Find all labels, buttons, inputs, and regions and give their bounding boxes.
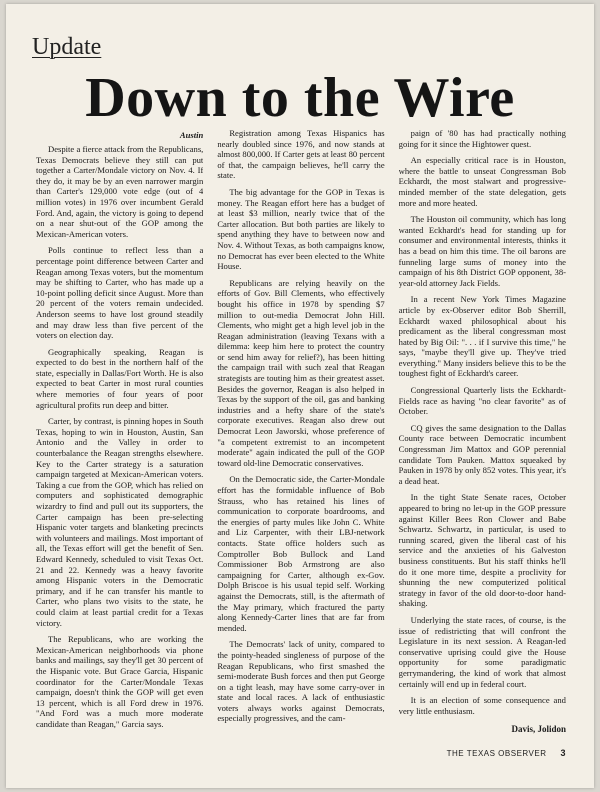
paragraph: An especially critical race is in Houston, where the battle to unseat Congressman Bob Eckhardt, the most stalwart and progressive-minded member of the state delegation, gets more and more heated.	[398, 155, 566, 208]
section-label: Update	[32, 34, 102, 60]
paragraph: The Democrats' lack of unity, compared to the pointy-headed singleness of purpose of the Reagan Republicans, who first smashed the semi-moderate Bush forces and then put George on a tight leash, may have some carry-over in state and local races. A lack of enthusiastic voters always works against Democrats, especially progressives, and the cam-	[217, 639, 385, 724]
paragraph: On the Democratic side, the Carter-Mondale effort has the formidable influence of Bob Strauss, who has retained his lines of communication to corporate boardrooms, and the energies of party mules like John C. White and Liz Carpenter, with their LBJ-network contacts. State office holders such as Comptroller Bob Bullock and Land Commissioner Bob Armstrong are also campaigning for Carter, although ex-Gov. Dolph Briscoe is his usual tepid self. Working against the Democrats, still, is the aftermath of the May primary, which fractured the party along Kennedy-Carter lines that are far from mended.	[217, 474, 385, 633]
paragraph: The big advantage for the GOP in Texas is money. The Reagan effort here has a budget of at least $3 million, nearly twice that of the Carter allocation. But both parties are likely to spend anything they have to between now and Nov. 4. Without Texas, as both campaigns know, no Democrat has ever been elected to the White House.	[217, 186, 385, 272]
column-3	[399, 128, 566, 740]
byline: Davis, Jolidon	[511, 724, 566, 735]
article-body	[36, 128, 566, 740]
column-2	[217, 128, 384, 740]
paragraph: Congressional Quarterly lists the Eckhardt-Fields race as having "no clear favorite" as of October.	[398, 385, 566, 417]
paragraph: Polls continue to reflect less than a percentage point difference between Carter and Reagan among Texas voters, but the momentum may be shifting to Carter, who has made up a 10-point polling deficit since August. More than 20 percent of the voters remain undecided. Anderson seems to have lost ground steadily and may draw less than five percent of the voters on election day.	[36, 245, 204, 341]
paragraph: In the tight State Senate races, October appeared to bring no let-up in the GOP pressure against Killer Bees Ron Clower and Babe Schwartz. Schwartz, in particular, is used to running scared, given the liberal cast of his service and the anxieties of his Galveston business constituents. But his staff thinks he'll do it one more time, despite a proclivity for shunning the new computerized political strategy in favor of the old door-to-door hand-shaking.	[398, 492, 566, 609]
paragraph: Despite a fierce attack from the Republicans, Texas Democrats believe they still can put together a Carter/Mondale victory on Nov. 4. If they do, it may be by an even narrower margin than Carter's 129,000 vote edge (out of 4 million votes) in 1976 over incumbent Gerald Ford. And, again, the victory is going to depend on a near shut-out of the GOP among the Mexican-American voters.	[36, 144, 204, 239]
page-footer	[6, 748, 566, 758]
headline: Down to the Wire	[85, 67, 515, 129]
publication-name: THE TEXAS OBSERVER	[446, 749, 547, 758]
paragraph: The Houston oil community, which has long wanted Eckhardt's head for standing up for consumer and environmental interests, thinks it has a bead on him this time. The oil barons are funneling large sums of money into the campaign of his 8th District GOP opponent, 38-year-old attorney Jack Fields.	[398, 214, 566, 288]
paragraph: Underlying the state races, of course, is the issue of redistricting that will confront the Legislature in its next session. A Reagan-led conservative uprising could give the House opportunity for some paradigmatic gerrymandering, the kind of work that almost certainly will end up in federal court.	[398, 614, 566, 689]
paragraph: Republicans are relying heavily on the efforts of Gov. Bill Clements, who effectively bought his office in 1978 by spending $7 million to out-media Democrat John Hill. Clements, who might get a high level job in the Reagan administration (leaving Texans with a dilemma: keep him here to protect the country or send him away for relief?), has been hitting the campaign trail with such zeal that Reagan strategists are touting him as their greatest asset. Besides the governor, Reagan is also helped in Texas by the support of the oil, gas and banking industries and a hefty share of the state's corporate executives. Reagan also drew out Democrat Leon Jaworski, whose preference of "a competent extremist to an incompetent moderate" again indicated the pull of the GOP toward old-line Democratic conservatives.	[217, 277, 385, 468]
paragraph: In a recent New York Times Magazine article by ex-Observer editor Bob Sherrill, Eckhardt waxed philosophical about his predicament as the liberal congressman most hated by Big Oil: ". . . if I survive this time," he says, "maybe they'll give up. They've tried everything." Many insiders believe this to be the toughest fight of Eckhardt's career.	[398, 294, 566, 379]
page-number: 3	[560, 748, 566, 758]
paragraph: The Republicans, who are working the Mexican-American neighborhoods via phone banks and mailings, say they'll get 30 percent of the Hispanic vote. But Grace Garcia, Hispanic coordinator for the Carter/Mondale Texas campaign, doesn't think the GOP will get even 13 percent, which is all Ford drew in 1976. "And Ford was a much more moderate candidate than Reagan," Garcia says.	[36, 634, 204, 729]
paragraph: Carter, by contrast, is pinning hopes in South Texas, hoping to win in Houston, Austin, San Antonio and the Valley in order to counterbalance the Reagan strengths elsewhere. Key to the Carter strategy is a saturation campaign targeted at Mexican-American voters. Taking a cue from the GOP, which has relied on computers and sophisticated demographic wizardry to find and pull out its supporters, the Carter campaign has been pre-selecting Hispanic voter targets and blanketing precincts with volunteers and mailings. Most important of all, the Texas effort will get the benefit of Sen. Edward Kennedy, scheduled to visit Texas Oct. 21 and 22. Kennedy was a heavy favorite among Hispanic voters in the Democratic primary, and if he can transfer his mantle to Carter, who plans two visits to the state, he could claim at least partial credit for a Texas victory.	[36, 416, 204, 628]
paragraph: CQ gives the same designation to the Dallas County race between Democratic incumbent Congressman Jim Mattox and GOP perennial candidate Tom Pauken. Mattox squeaked by Pauken in 1978 by only 852 votes. This year, it's a dead heat.	[398, 422, 566, 486]
paragraph: Registration among Texas Hispanics has nearly doubled since 1976, and now stands at almost 800,000. If Carter gets at least 80 percent of that, the campaign believes, he'll carry the state.	[217, 128, 385, 181]
magazine-page	[6, 4, 594, 788]
paragraph: Geographically speaking, Reagan is expected to do best in the northern half of the state, especially in Dallas/Fort Worth. He is also expected to beat Carter in most rural counties where memories of four years of poor agricultural profits run deep and bitter.	[36, 346, 204, 410]
paragraph: It is an election of some consequence and very little enthusiasm.	[398, 695, 566, 716]
paragraph: paign of '80 has had practically nothing going for it since the Hightower quest.	[398, 128, 566, 149]
dateline: Austin	[179, 130, 204, 140]
column-1	[36, 128, 203, 740]
